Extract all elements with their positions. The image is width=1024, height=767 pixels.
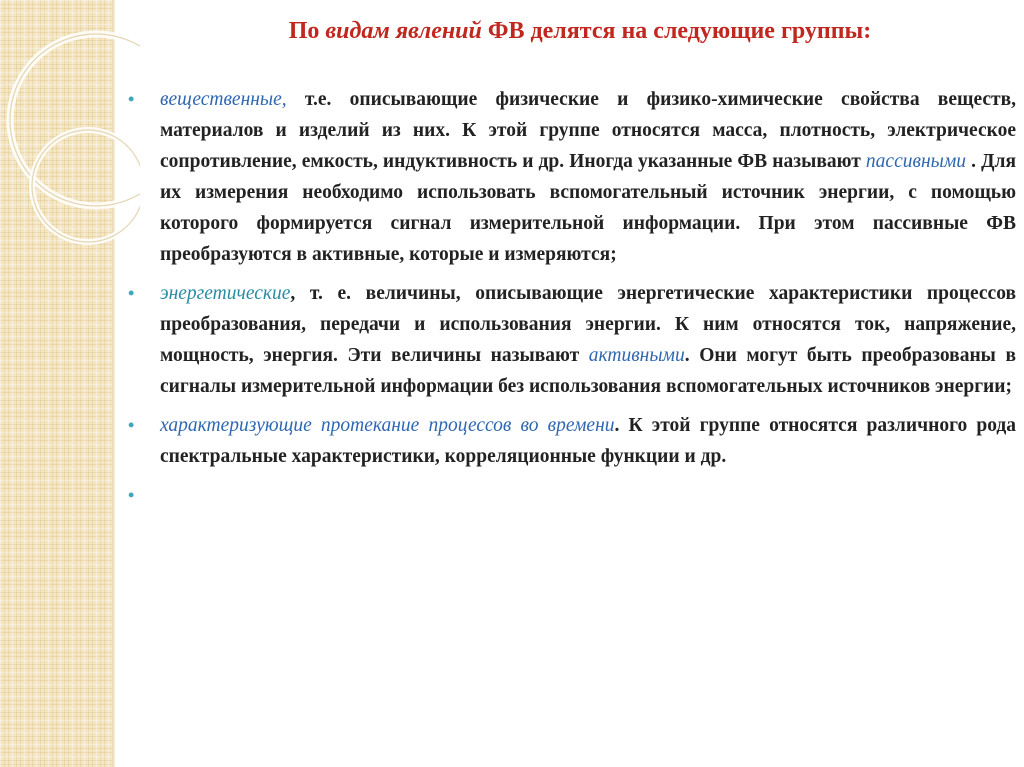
decorative-rings bbox=[0, 0, 140, 330]
term-substance: вещественные, bbox=[160, 89, 287, 110]
bullet-dot-icon: • bbox=[128, 415, 135, 435]
term-active: активными bbox=[588, 345, 685, 366]
bullet-text: . Для их измерения необходимо использовать вспомогательный источник энергии, с помощью которого формируется сигнал измерительной информации. При этом пассивные ФВ преобразуются в активные, которые и измеряются; bbox=[160, 151, 1016, 265]
term-time: характеризующие протекание процессов во времени bbox=[160, 415, 615, 436]
bullet-text: , т. е. величины, описывающие энергетические характеристики процессов преобразования, передачи и использования энергии. К ним относятся ток, напряжение, мощность, энергия. Эти величины называют bbox=[160, 283, 1016, 366]
bullet-text: . Они могут быть преобразованы в сигналы измерительной информации без использования вспомогательных источников энергии; bbox=[160, 345, 1016, 397]
title-italic: видам явлений bbox=[325, 18, 482, 44]
bullet-item-time bbox=[128, 410, 1016, 472]
bullet-item-substance bbox=[128, 84, 1016, 270]
bullet-list bbox=[128, 84, 1016, 519]
title-part1: По bbox=[288, 18, 326, 44]
bullet-dot-icon: • bbox=[128, 89, 135, 109]
title-part2: ФВ делятся на следующие группы: bbox=[481, 18, 872, 44]
bullet-dot-icon: • bbox=[128, 485, 135, 505]
bullet-item-empty bbox=[128, 480, 1016, 511]
bullet-item-energy bbox=[128, 278, 1016, 402]
bullet-text: . К этой группе относятся различного рода спектральные характеристики, корреляционные функции и др. bbox=[160, 415, 1016, 467]
bullet-text: т.е. описывающие физические и физико-химические свойства веществ, материалов и изделий из них. К этой группе относятся масса, плотность, электрическое сопротивление, емкость, индуктивность и др. Иногда указанные ФВ называют bbox=[160, 89, 1016, 172]
slide-title bbox=[150, 18, 1010, 45]
term-energy: энергетические bbox=[160, 283, 291, 304]
term-passive: пассивными bbox=[865, 151, 967, 172]
bullet-dot-icon: • bbox=[128, 283, 135, 303]
